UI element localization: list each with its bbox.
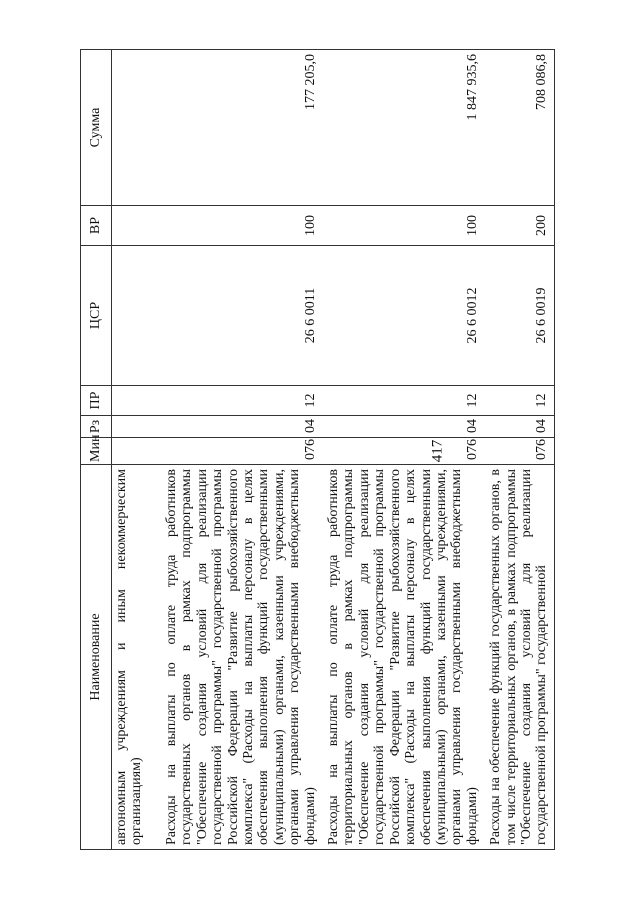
header-pr: ПР <box>81 386 112 416</box>
rotated-page-content <box>80 50 560 850</box>
row-name: Расходы на обеспечение функций государственных органов, в том числе территориальных органов, в рамках подпрограммы "Обеспечение создания условий для реализации государственной программы" государственной <box>484 465 554 850</box>
row-pr: 12 <box>484 386 554 416</box>
row-vr <box>112 206 161 246</box>
row-sum: 177 205,0 <box>160 50 322 206</box>
header-sum: Сумма <box>81 50 112 206</box>
table-row <box>322 50 484 850</box>
row-vr: 100 <box>322 206 484 246</box>
row-sum <box>112 50 161 206</box>
budget-table <box>80 49 555 850</box>
header-name: Наименование <box>81 465 112 850</box>
row-pr: 12 <box>160 386 322 416</box>
row-csr <box>112 246 161 386</box>
row-name: Расходы на выплаты по оплате труда работников государственных органов в рамках подпрограммы "Обеспечение создания условий для реализации государственной программы" государственной программы Российской Федерации "Развитие рыбохозяйственного комплекса" (Расходы на выплаты персоналу в целях обеспечения выполнения функций государственными (муниципальными) органами, казенными учреждениями, органами управления государственными внебюджетными фондами) <box>160 465 322 850</box>
page-number: 417 <box>429 439 446 463</box>
row-rz: 04 <box>484 416 554 438</box>
header-rz: Рз <box>81 416 112 438</box>
row-min: 076 <box>322 438 484 465</box>
row-vr: 100 <box>160 206 322 246</box>
row-name: автономным учреждениям и иным некоммерческим организациям) <box>112 465 161 850</box>
table-row <box>160 50 322 850</box>
row-min: 076 <box>160 438 322 465</box>
table-row <box>112 50 161 850</box>
row-rz: 04 <box>322 416 484 438</box>
row-name: Расходы на выплаты по оплате труда работников территориальных органов в рамках подпрограммы "Обеспечение создания условий для реализации государственной программы" государственной программы Российской Федерации "Развитие рыбохозяйственного комплекса" (Расходы на выплаты персоналу в целях обеспечения выполнения функций государственными (муниципальными) органами, казенными учреждениями, органами управления государственными внебюджетными фондами) <box>322 465 484 850</box>
row-sum: 708 086,8 <box>484 50 554 206</box>
header-min: Мин <box>81 438 112 465</box>
row-min <box>112 438 161 465</box>
row-min: 076 <box>484 438 554 465</box>
row-rz <box>112 416 161 438</box>
table-header-row <box>81 50 112 850</box>
header-vr: ВР <box>81 206 112 246</box>
row-csr: 26 6 0012 <box>322 246 484 386</box>
table-row <box>484 50 554 850</box>
row-csr: 26 6 0011 <box>160 246 322 386</box>
header-csr: ЦСР <box>81 246 112 386</box>
row-csr: 26 6 0019 <box>484 246 554 386</box>
row-pr: 12 <box>322 386 484 416</box>
row-vr: 200 <box>484 206 554 246</box>
row-sum: 1 847 935,6 <box>322 50 484 206</box>
row-pr <box>112 386 161 416</box>
row-rz: 04 <box>160 416 322 438</box>
